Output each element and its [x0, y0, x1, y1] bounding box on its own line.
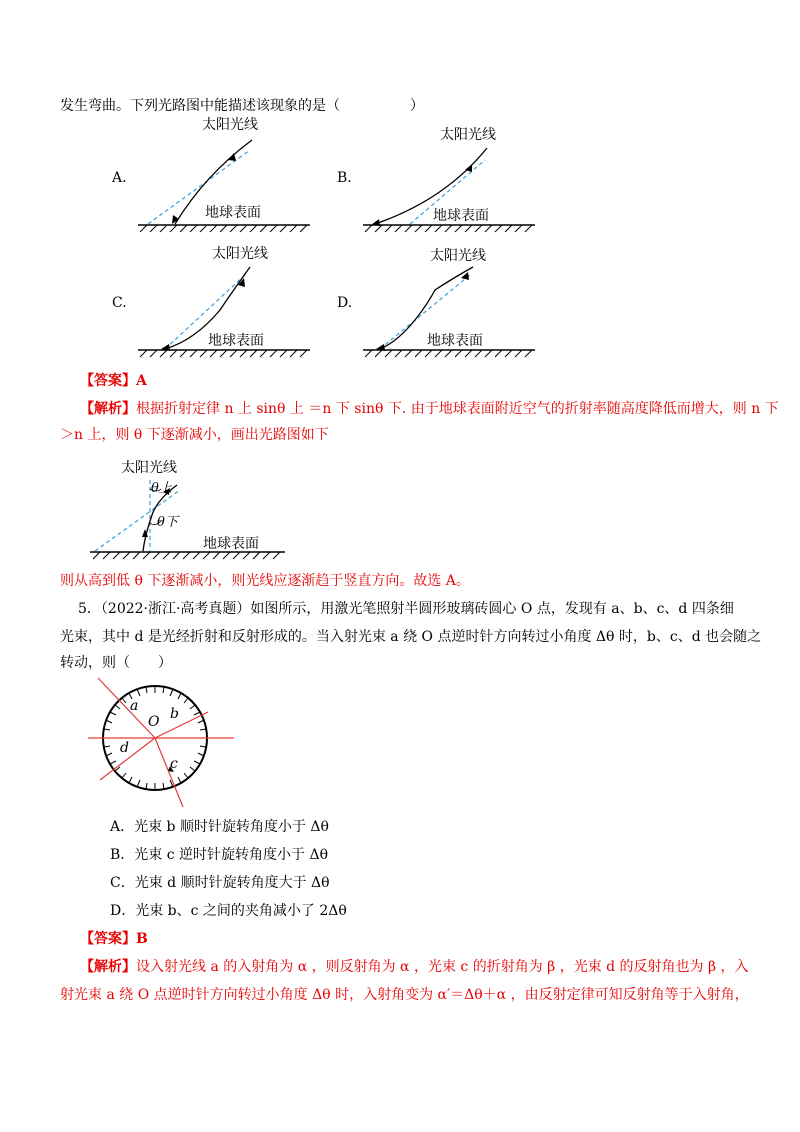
q5-option-b: B．光束 c 逆时针旋转角度小于 Δθ [110, 847, 329, 863]
figure-a-ground-label: 地球表面 [205, 205, 261, 221]
figure-c [110, 245, 310, 360]
analysis-2-tag: 【解析】 [80, 959, 136, 975]
figure-c-label: C. [112, 295, 127, 311]
q5-label-o: O [148, 714, 160, 730]
figure-a-sun-label: 太阳光线 [202, 117, 258, 133]
answer-2 [80, 928, 148, 950]
analysis-1-tag: 【解析】 [80, 401, 136, 417]
analysis-2-text-1: 设入射光线 a 的入射角为 α ，则反射角为 α ，光束 c 的折射角为 β ，光束 d 的反射角也为 β ，入 [136, 959, 749, 975]
figure-d-ground-label: 地球表面 [427, 333, 483, 349]
q5-label-c: c [170, 756, 178, 772]
answer-1-value: A [136, 373, 147, 389]
theta-down-label: θ下 [157, 515, 178, 530]
q5-option-d: D．光束 b、c 之间的夹角减小了 2Δθ [110, 903, 347, 919]
answer-1 [80, 370, 147, 392]
figure-c-sun-label: 太阳光线 [212, 246, 268, 262]
q5-option-c: C．光束 d 顺时针旋转角度大于 Δθ [110, 875, 330, 891]
figure-d-label: D. [337, 295, 353, 311]
analysis-1-sun-label: 太阳光线 [121, 460, 177, 476]
q5-line-1: 5．（2022·浙江·高考真题）如图所示，用激光笔照射半圆形玻璃砖圆心 O 点，发现有 a、b、c、d 四条细 [78, 601, 734, 617]
q4-question-tail: 发生弯曲。下列光路图中能描述该现象的是（ ） [60, 98, 424, 114]
q5-option-a: A．光束 b 顺时针旋转角度小于 Δθ [110, 819, 329, 835]
figure-c-ground-label: 地球表面 [208, 333, 264, 349]
q5-figure [88, 670, 238, 820]
q5-line-2: 光束，其中 d 是光经折射和反射形成的。当入射光束 a 绕 O 点逆时针方向转过小角度 Δθ 时，b、c、d 也会随之 [60, 629, 762, 645]
analysis-1-figure [85, 455, 285, 565]
analysis-2-line-1 [80, 956, 749, 978]
q5-diagram [88, 670, 238, 820]
theta-up-label: θ上 [151, 481, 172, 496]
q5-label-b: b [170, 706, 179, 722]
figure-b-label: B. [337, 170, 352, 186]
figure-b-sun-label: 太阳光线 [440, 127, 496, 143]
figure-a-label: A. [112, 170, 127, 186]
answer-1-tag: 【答案】 [80, 373, 136, 389]
analysis-2-line-2: 射光束 a 绕 O 点逆时针方向转过小角度 Δθ 时，入射角变为 α′＝Δθ＋α ，由反射定律可知反射角等于入射角， [60, 987, 749, 1003]
answer-2-tag: 【答案】 [80, 931, 136, 947]
q5-label-a: a [130, 698, 139, 714]
q5-label-d: d [120, 740, 129, 756]
analysis-1-text-1: 根据折射定律 n 上 sinθ 上 ＝n 下 sinθ 下. 由于地球表面附近空气的折射率随高度降低而增大，则 n 下 [136, 401, 779, 417]
figure-a-diagram [110, 120, 310, 240]
analysis-1-line-1 [80, 398, 779, 420]
analysis-1-ground-label: 地球表面 [203, 536, 259, 552]
analysis-1-line-3: 则从高到低 θ 下逐渐减小，则光线应逐渐趋于竖直方向。故选 A。 [60, 573, 470, 589]
q5-line-3: 转动，则（ ） [60, 655, 172, 671]
figure-d [335, 245, 535, 360]
answer-2-value: B [136, 931, 148, 947]
figure-b [335, 120, 535, 240]
figure-a [110, 117, 310, 240]
figure-d-sun-label: 太阳光线 [430, 248, 486, 264]
figure-b-ground-label: 地球表面 [433, 208, 489, 224]
analysis-1-line-2: ＞n 上，则 θ 下逐渐减小，画出光路图如下 [60, 427, 329, 443]
